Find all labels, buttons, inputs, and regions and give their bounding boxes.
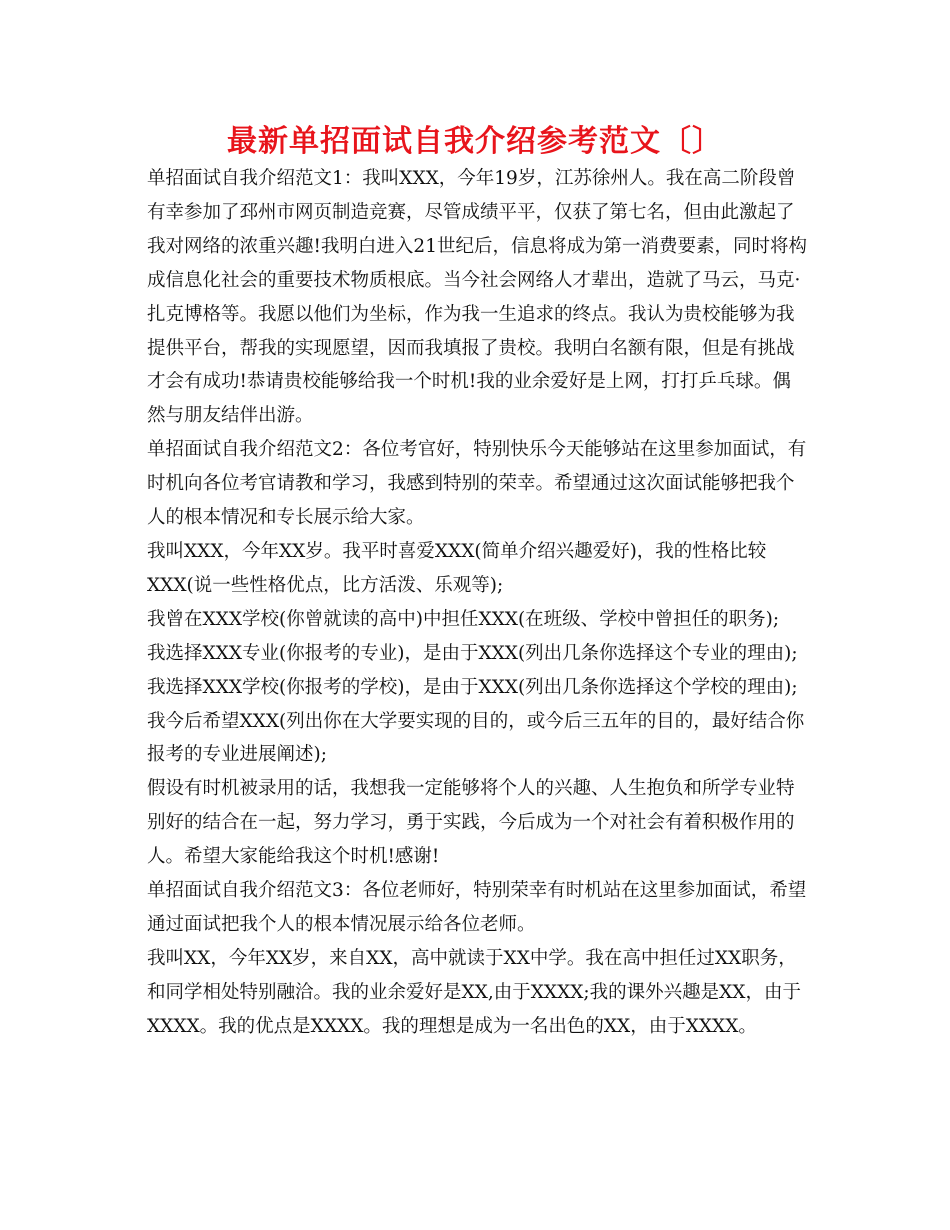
document-title: 最新单招面试自我介绍参考范文〔〕 [227,124,723,159]
paragraph-closing: 假设有时机被录用的话，我想我一定能够将个人的兴趣、人生抱负和所学专业特别好的结合在一起，努力学习，勇于实践，今后成为一个对社会有着积极作用的人。希望大家能给我这个时机!感谢! [147,778,795,868]
paragraph-sample-1: 单招面试自我介绍范文1：我叫XXX，今年19岁，江苏徐州人。我在高二阶段曾有幸参加了邳州市网页制造竞赛，尽管成绩平平，仅获了第七名，但由此激起了我对网络的浓重兴趣!我明白进入21世纪后，信息将成为第一消费要素，同时将构成信息化社会的重要技术物质根底。当今社会网络人才辈出，造就了马云，马克·扎克博格等。我愿以他们为坐标，作为我一生追求的终点。我认为贵校能够为我提供平台，帮我的实现愿望，因而我填报了贵校。我明白名额有限，但是有挑战才会有成功!恭请贵校能够给我一个时机!我的业余爱好是上网，打打乒乓球。偶然与朋友结伴出游。 [147,168,807,427]
paragraph-major-choice: 我选择XXX专业(你报考的专业)，是由于XXX(列出几条你选择这个专业的理由); [147,642,798,664]
paragraph-name-age: 我叫XXX，今年XX岁。我平时喜爱XXX(简单介绍兴趣爱好)，我的性格比较XXX(说一些性格优点，比方活泼、乐观等); [147,540,767,596]
paragraph-sample-3: 单招面试自我介绍范文3：各位老师好，特别荣幸有时机站在这里参加面试，希望通过面试把我个人的根本情况展示给各位老师。 [147,880,807,935]
paragraph-sample-3-detail: 我叫XX，今年XX岁，来自XX，高中就读于XX中学。我在高中担任过XX职务，和同学相处特别融洽。我的业余爱好是XX,由于XXXX;我的课外兴趣是XX，由于XXXX。我的优点是XXXX。我的理想是成为一名出色的XX，由于XXXX。 [147,947,801,1037]
paragraph-school-choice: 我选择XXX学校(你报考的学校)，是由于XXX(列出几条你选择这个学校的理由); [147,676,798,698]
paragraph-school-role: 我曾在XXX学校(你曾就读的高中)中担任XXX(在班级、学校中曾担任的职务); [147,608,780,630]
paragraph-sample-2: 单招面试自我介绍范文2：各位考官好，特别快乐今天能够站在这里参加面试，有时机向各位考官请教和学习，我感到特别的荣幸。希望通过这次面试能够把我个人的根本情况和专长展示给大家。 [147,439,807,529]
paragraph-future-goal: 我今后希望XXX(列出你在大学要实现的目的，或今后三五年的目的，最好结合你报考的专业进展阐述); [147,710,805,766]
document-body [147,162,807,1044]
